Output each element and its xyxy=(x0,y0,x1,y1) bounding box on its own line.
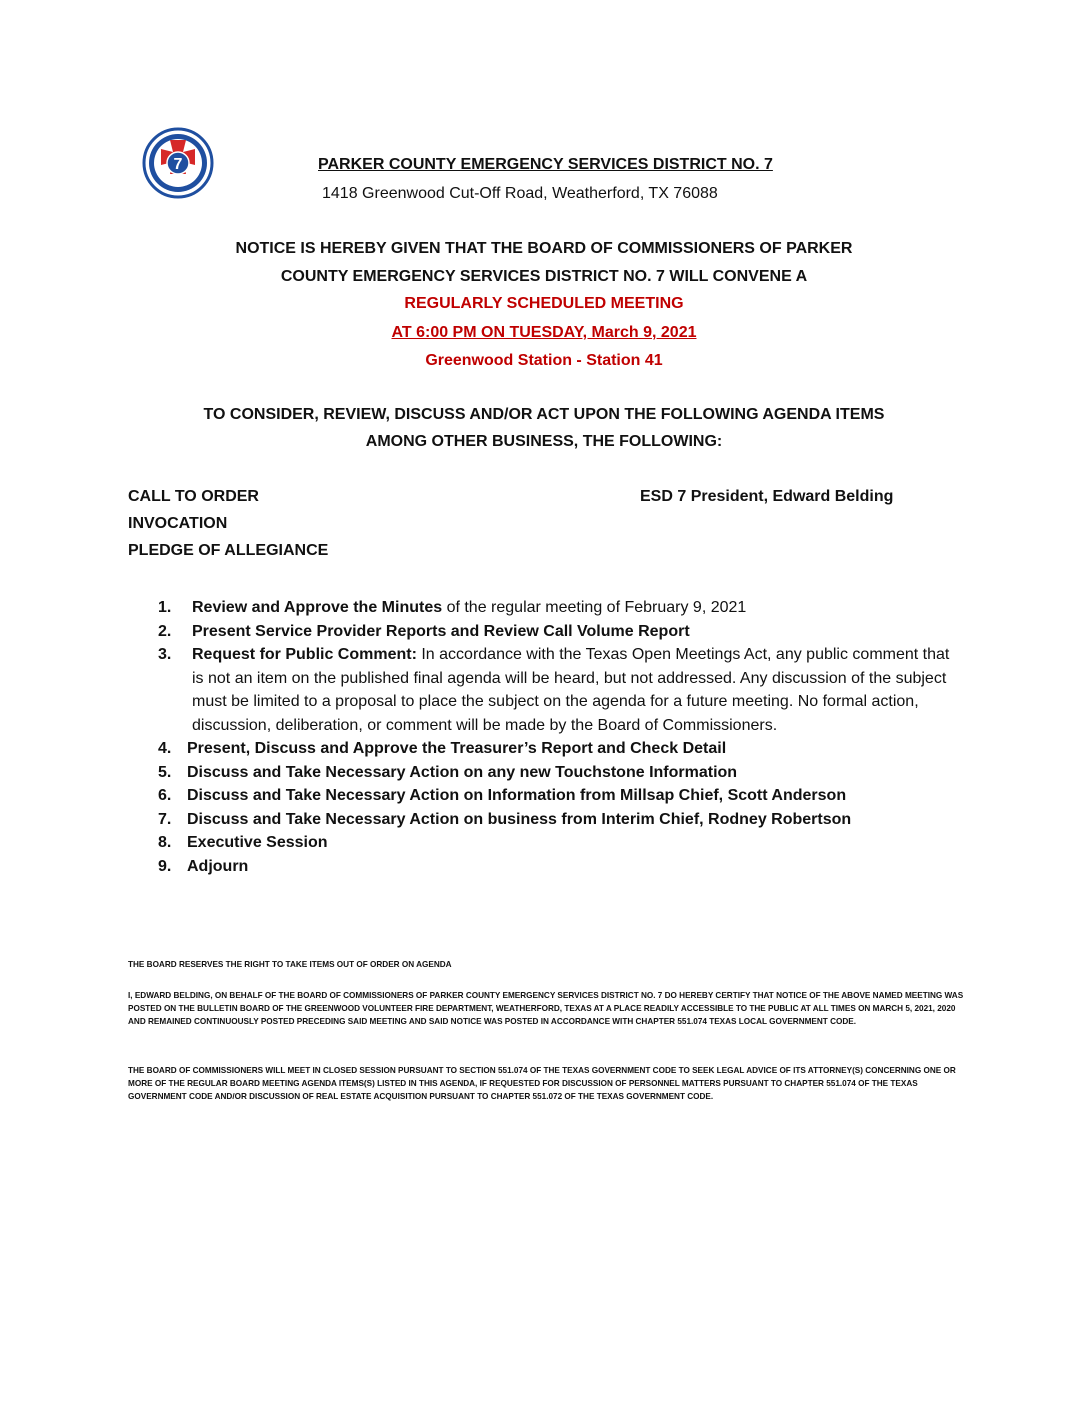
agenda-item xyxy=(158,831,958,855)
meeting-type: REGULARLY SCHEDULED MEETING xyxy=(404,295,684,312)
meeting-location: Greenwood Station - Station 41 xyxy=(425,352,663,369)
closed-session-statement: THE BOARD OF COMMISSIONERS WILL MEET IN CLOSED SESSION PURSUANT TO SECTION 551.074 OF THE TEXAS GOVERNMENT CODE TO SEEK LEGAL ADVICE OF ITS ATTORNEY(S) CONCERNING ONE OR MORE OF THE REGULAR BOARD MEETING AGENDA ITEMS(S) LISTED IN THIS AGENDA, IF REQUESTED FOR DISCUSSION OF PERSONNEL MATTERS PURSUANT TO CHAPTER 551.074 OF THE TEXAS GOVERNMENT CODE AND/OR DISCUSSION OF REAL ESTATE ACQUISITION PURSUANT TO CHAPTER 551.072 OF THE TEXAS GOVERNMENT CODE. xyxy=(128,1066,956,1101)
notice-line-1: NOTICE IS HEREBY GIVEN THAT THE BOARD OF COMMISSIONERS OF PARKER xyxy=(235,240,853,257)
call-to-order: CALL TO ORDER xyxy=(128,488,259,505)
agenda-item-title: Present Service Provider Reports and Review Call Volume Report xyxy=(192,622,690,640)
agenda-item-number: 5. xyxy=(158,763,172,781)
agenda-item xyxy=(158,596,958,620)
agenda-item xyxy=(158,808,958,832)
agenda-item-number: 6. xyxy=(158,787,172,804)
meeting-time: AT 6:00 PM ON TUESDAY, March 9, 2021 xyxy=(391,324,697,341)
invocation: INVOCATION xyxy=(128,515,228,532)
agenda-item-title: Request for Public Comment: xyxy=(192,646,417,663)
agenda-item-number: 9. xyxy=(158,857,172,875)
agenda-item xyxy=(158,761,958,785)
agenda-item-number: 7. xyxy=(158,810,172,828)
agenda-item-title: Executive Session xyxy=(187,834,328,851)
district-logo xyxy=(133,127,223,199)
org-name: PARKER COUNTY EMERGENCY SERVICES DISTRICT NO. 7 xyxy=(318,156,773,173)
agenda-item xyxy=(158,737,958,761)
agenda-item-number: 4. xyxy=(158,740,172,757)
agenda-item-number: 3. xyxy=(158,646,172,663)
agenda-item-title: Present, Discuss and Approve the Treasurer’s Report and Check Detail xyxy=(187,740,727,757)
agenda-item-title: Review and Approve the Minutes xyxy=(192,599,443,616)
reserve-notice: THE BOARD RESERVES THE RIGHT TO TAKE ITEMS OUT OF ORDER ON AGENDA xyxy=(128,960,452,969)
presiding-officer: ESD 7 President, Edward Belding xyxy=(640,488,894,505)
agenda-item-detail: of the regular meeting of February 9, 2021 xyxy=(442,599,747,616)
agenda-item-title: Adjourn xyxy=(187,857,249,875)
agenda-item-detail: In accordance with the Texas Open Meetings Act, any public comment that is not an item on the published final agenda will be heard, but not addressed. Any discussion of the subject must be limited to a proposal to place the subject on the agenda for a future meeting. No formal action, discussion, deliberation, or comment will be made by the Board of Commissioners. xyxy=(192,646,950,734)
agenda-item-number: 2. xyxy=(158,622,172,640)
agenda-item-title: Discuss and Take Necessary Action on business from Interim Chief, Rodney Robertson xyxy=(187,810,852,828)
agenda-item-title: Discuss and Take Necessary Action on Information from Millsap Chief, Scott Anderson xyxy=(187,787,847,804)
consider-line-1: TO CONSIDER, REVIEW, DISCUSS AND/OR ACT UPON THE FOLLOWING AGENDA ITEMS xyxy=(203,406,885,423)
certification-statement: I, EDWARD BELDING, ON BEHALF OF THE BOARD OF COMMISSIONERS OF PARKER COUNTY EMERGENCY SERVICES DISTRICT NO. 7 DO HEREBY CERTIFY THAT NOTICE OF THE ABOVE NAMED MEETING WAS POSTED ON THE BULLETIN BOARD OF THE GREENWOOD VOLUNTEER FIRE DEPARTMENT, WEATHERFORD, TEXAS AT A PLACE READILY ACCESSIBLE TO THE PUBLIC AT ALL TIMES ON MARCH 5, 2021, 2020 AND REMAINED CONTINUOUSLY POSTED PRECEDING SAID MEETING AND SAID NOTICE WAS POSTED IN ACCORDANCE WITH CHAPTER 551.074 TEXAS LOCAL GOVERNMENT CODE. xyxy=(128,991,964,1026)
agenda-item xyxy=(158,784,958,808)
agenda-item xyxy=(158,855,958,879)
consider-line-2: AMONG OTHER BUSINESS, THE FOLLOWING: xyxy=(365,433,723,450)
notice-line-2: COUNTY EMERGENCY SERVICES DISTRICT NO. 7 WILL CONVENE A xyxy=(280,268,808,285)
org-address: 1418 Greenwood Cut-Off Road, Weatherford, TX 76088 xyxy=(322,185,718,202)
agenda-item-title: Discuss and Take Necessary Action on any new Touchstone Information xyxy=(187,763,738,781)
svg-text:7: 7 xyxy=(173,156,183,173)
district-seal-icon xyxy=(133,127,223,199)
agenda-list xyxy=(158,596,958,878)
agenda-item-number: 1. xyxy=(158,599,172,616)
agenda-item-number: 8. xyxy=(158,834,172,851)
agenda-item xyxy=(158,620,958,644)
agenda-item xyxy=(158,643,952,737)
pledge-of-allegiance: PLEDGE OF ALLEGIANCE xyxy=(128,542,329,559)
